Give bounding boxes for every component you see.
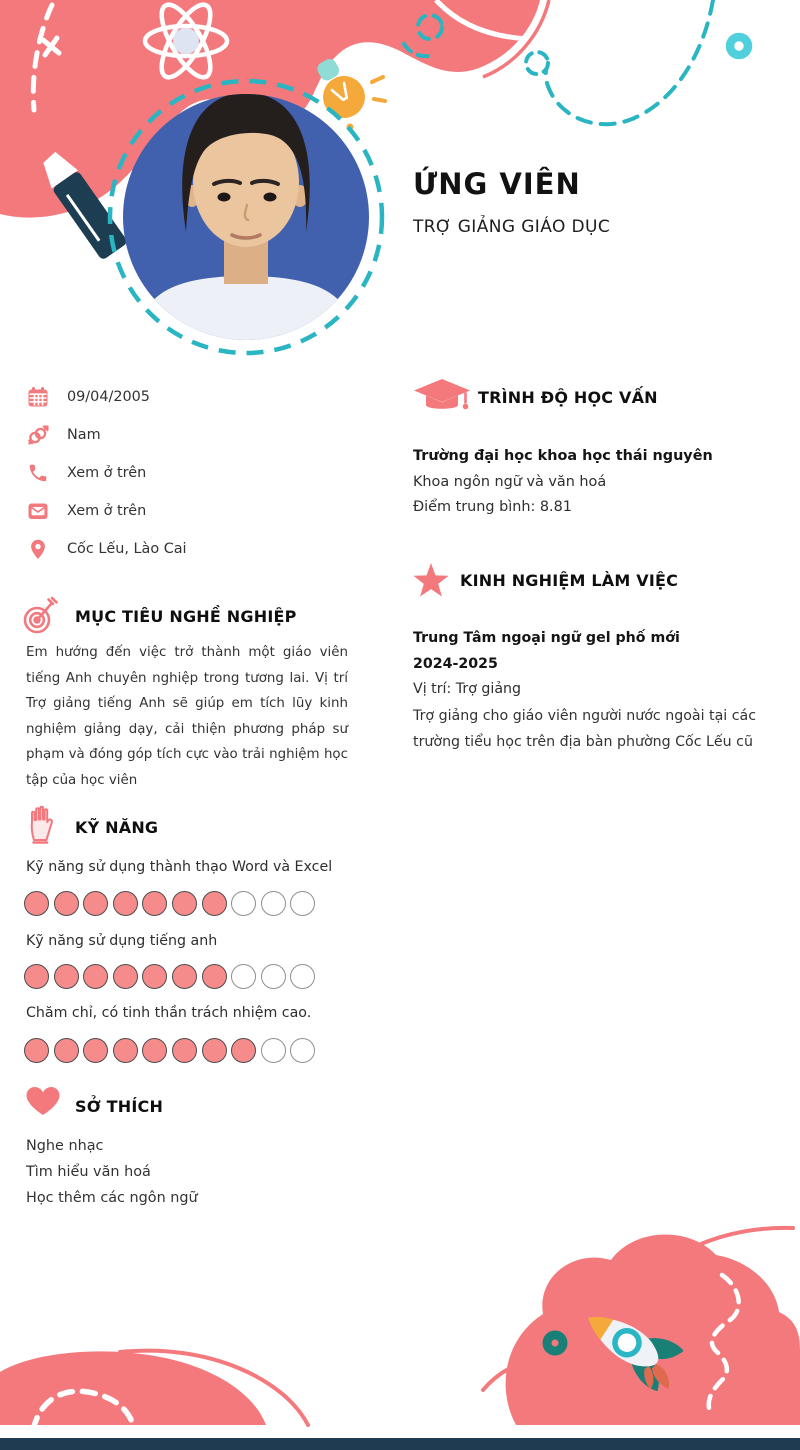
skill-dot	[113, 964, 138, 989]
education-school: Trường đại học khoa học thái nguyên	[413, 448, 713, 464]
education-heading: TRÌNH ĐỘ HỌC VẤN	[478, 388, 658, 407]
skill-dot	[290, 891, 315, 916]
skill-dot	[231, 964, 256, 989]
education-entry	[413, 444, 713, 521]
skill-dot	[24, 964, 49, 989]
skill-dot	[83, 891, 108, 916]
heart-icon	[24, 1085, 62, 1117]
objective-heading: MỤC TIÊU NGHỀ NGHIỆP	[75, 607, 297, 626]
education-gpa: Điểm trung bình: 8.81	[413, 499, 572, 515]
hobbies-heading: SỞ THÍCH	[75, 1097, 164, 1116]
location-icon	[26, 538, 50, 560]
skill-dot	[290, 1038, 315, 1063]
phone-value: Xem ở trên	[67, 465, 147, 481]
contact-row	[26, 454, 187, 492]
skill-dot	[172, 964, 197, 989]
hobby-item: Nghe nhạc	[26, 1138, 104, 1154]
star-icon	[412, 562, 450, 600]
skill-dot	[54, 891, 79, 916]
skill-dot	[231, 891, 256, 916]
phone-icon	[26, 462, 50, 484]
hand-icon	[26, 804, 56, 846]
calendar-icon	[26, 386, 50, 408]
skills-heading: KỸ NĂNG	[75, 818, 159, 837]
skill-level	[24, 1038, 315, 1063]
gender-value: Nam	[67, 427, 101, 443]
hobby-item: Học thêm các ngôn ngữ	[26, 1190, 198, 1206]
page-bottom-bar	[0, 1438, 800, 1450]
skill-dot	[261, 891, 286, 916]
experience-description: Trợ giảng cho giáo viên người nước ngoài tại các trường tiểu học trên địa bàn phường Cốc Lếu cũ	[413, 707, 757, 750]
skill-dot	[202, 1038, 227, 1063]
skill-label: Kỹ năng sử dụng tiếng anh	[26, 933, 218, 949]
email-value: Xem ở trên	[67, 503, 147, 519]
experience-position: Vị trí: Trợ giảng	[413, 681, 522, 697]
candidate-name: ỨNG VIÊN	[413, 167, 581, 201]
skill-dot	[202, 891, 227, 916]
objective-text: Em hướng đến việc trở thành một giáo viên tiếng Anh chuyên nghiệp trong tương lai. Vị trí Trợ giảng tiếng Anh sẽ giúp em tích lũy kinh nghiệm giảng dạy, cải thiện phương pháp sư phạm và đóng góp tích cực vào trải nghiệm học tập của học viên	[26, 645, 348, 788]
skill-level	[24, 964, 315, 989]
skill-dot	[202, 964, 227, 989]
hobby-item: Tìm hiểu văn hoá	[26, 1164, 151, 1180]
address-value: Cốc Lếu, Lào Cai	[67, 541, 187, 557]
skill-dot	[24, 891, 49, 916]
contact-row	[26, 530, 187, 568]
skill-label: Kỹ năng sử dụng thành thạo Word và Excel	[26, 859, 333, 875]
skill-dot	[172, 1038, 197, 1063]
contact-row	[26, 378, 187, 416]
profile-photo	[123, 92, 369, 342]
birthdate-value: 09/04/2005	[67, 389, 150, 405]
skill-dot	[113, 1038, 138, 1063]
skill-dot	[54, 964, 79, 989]
teal-donut-icon	[730, 37, 748, 55]
footer-decoration	[0, 1200, 800, 1450]
experience-entry	[413, 626, 789, 755]
skill-dot	[290, 964, 315, 989]
education-faculty: Khoa ngôn ngữ và văn hoá	[413, 473, 607, 490]
skill-dot	[113, 891, 138, 916]
graduation-cap-icon	[412, 377, 472, 419]
skill-dot	[261, 964, 286, 989]
coral-blob-bottom-right	[506, 1235, 800, 1425]
skill-dot	[142, 964, 167, 989]
experience-heading: KINH NGHIỆM LÀM VIỆC	[460, 571, 679, 590]
skill-dot	[261, 1038, 286, 1063]
experience-period: 2024-2025	[413, 655, 498, 672]
skill-dot	[142, 1038, 167, 1063]
header-decoration	[0, 0, 800, 365]
contact-row	[26, 416, 187, 454]
target-icon	[22, 594, 60, 636]
skill-dot	[24, 1038, 49, 1063]
experience-company: Trung Tâm ngoại ngữ gel phố mới	[413, 630, 680, 646]
skill-dot	[172, 891, 197, 916]
contact-row	[26, 492, 187, 530]
email-icon	[26, 500, 50, 522]
skill-dot	[83, 964, 108, 989]
skill-label: Chăm chỉ, có tinh thần trách nhiệm cao.	[26, 1005, 312, 1021]
gender-icon	[26, 424, 50, 446]
skill-dot	[83, 1038, 108, 1063]
skill-dot	[142, 891, 167, 916]
skill-dot	[231, 1038, 256, 1063]
candidate-title: TRỢ GIẢNG GIÁO DỤC	[413, 217, 611, 237]
skill-level	[24, 891, 315, 916]
contact-list	[26, 378, 187, 568]
skill-dot	[54, 1038, 79, 1063]
